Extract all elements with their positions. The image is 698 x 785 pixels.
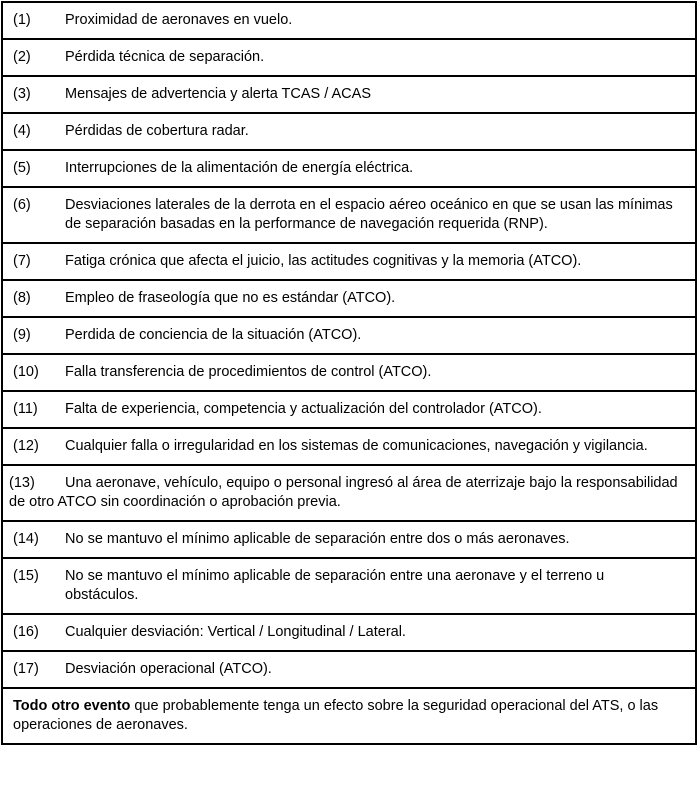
item-text: Perdida de conciencia de la situación (ATCO). (65, 327, 362, 343)
table-row (3, 3, 695, 40)
item-text: Proximidad de aeronaves en vuelo. (65, 12, 293, 28)
item-number: (8) (13, 290, 31, 306)
item-number: (1) (13, 12, 31, 28)
item-text: Pérdida técnica de separación. (65, 49, 265, 65)
table-row (3, 652, 695, 689)
table-row (3, 114, 695, 151)
table-row (3, 466, 695, 522)
item-text: Desviaciones laterales de la derrota en el espacio aéreo oceánico en que se usan las mínimas de separación basadas en la performance de navegación requerida (RNP). (65, 197, 673, 232)
footer-bold-text: Todo otro evento (13, 698, 131, 714)
item-text: Falta de experiencia, competencia y actualización del controlador (ATCO). (65, 401, 542, 417)
item-number: (14) (13, 531, 39, 547)
item-text: Fatiga crónica que afecta el juicio, las actitudes cognitivas y la memoria (ATCO). (65, 253, 582, 269)
table-row (3, 40, 695, 77)
item-text: Empleo de fraseología que no es estándar (ATCO). (65, 290, 396, 306)
item-text: Pérdidas de cobertura radar. (65, 123, 249, 139)
item-number: (6) (13, 197, 31, 213)
table-row (3, 188, 695, 244)
table-row (3, 522, 695, 559)
item-number: (15) (13, 568, 39, 584)
table-row (3, 615, 695, 652)
footer-text: que probablemente tenga un efecto sobre la seguridad operacional del ATS, o las operaciones de aeronaves. (13, 698, 659, 733)
table-footer-row (3, 689, 695, 743)
item-number: (9) (13, 327, 31, 343)
item-text: Desviación operacional (ATCO). (65, 661, 272, 677)
table-row (3, 244, 695, 281)
item-number: (3) (13, 86, 31, 102)
item-number: (10) (13, 364, 39, 380)
event-table (1, 1, 697, 745)
item-number: (7) (13, 253, 31, 269)
item-number: (12) (13, 438, 39, 454)
item-number: (5) (13, 160, 31, 176)
item-text: Cualquier desviación: Vertical / Longitudinal / Lateral. (65, 624, 406, 640)
item-text: Cualquier falla o irregularidad en los sistemas de comunicaciones, navegación y vigilancia. (65, 438, 648, 454)
table-row (3, 151, 695, 188)
item-number: (2) (13, 49, 31, 65)
table-row (3, 355, 695, 392)
item-number: (16) (13, 624, 39, 640)
table-row (3, 318, 695, 355)
item-number: (4) (13, 123, 31, 139)
table-row (3, 281, 695, 318)
item-number: (13) (9, 475, 35, 491)
item-text: Interrupciones de la alimentación de energía eléctrica. (65, 160, 414, 176)
table-row (3, 429, 695, 466)
item-text: Mensajes de advertencia y alerta TCAS / ACAS (65, 86, 371, 102)
table-row (3, 559, 695, 615)
item-text: No se mantuvo el mínimo aplicable de separación entre una aeronave y el terreno u obstáculos. (65, 568, 605, 603)
item-text: Falla transferencia de procedimientos de control (ATCO). (65, 364, 432, 380)
item-text: No se mantuvo el mínimo aplicable de separación entre dos o más aeronaves. (65, 531, 570, 547)
item-number: (11) (13, 401, 38, 417)
item-number: (17) (13, 661, 39, 677)
table-row (3, 392, 695, 429)
table-row (3, 77, 695, 114)
item-text: Una aeronave, vehículo, equipo o personal ingresó al área de aterrizaje bajo la responsabilidad de otro ATCO sin coordinación o aprobación previa. (9, 475, 678, 510)
